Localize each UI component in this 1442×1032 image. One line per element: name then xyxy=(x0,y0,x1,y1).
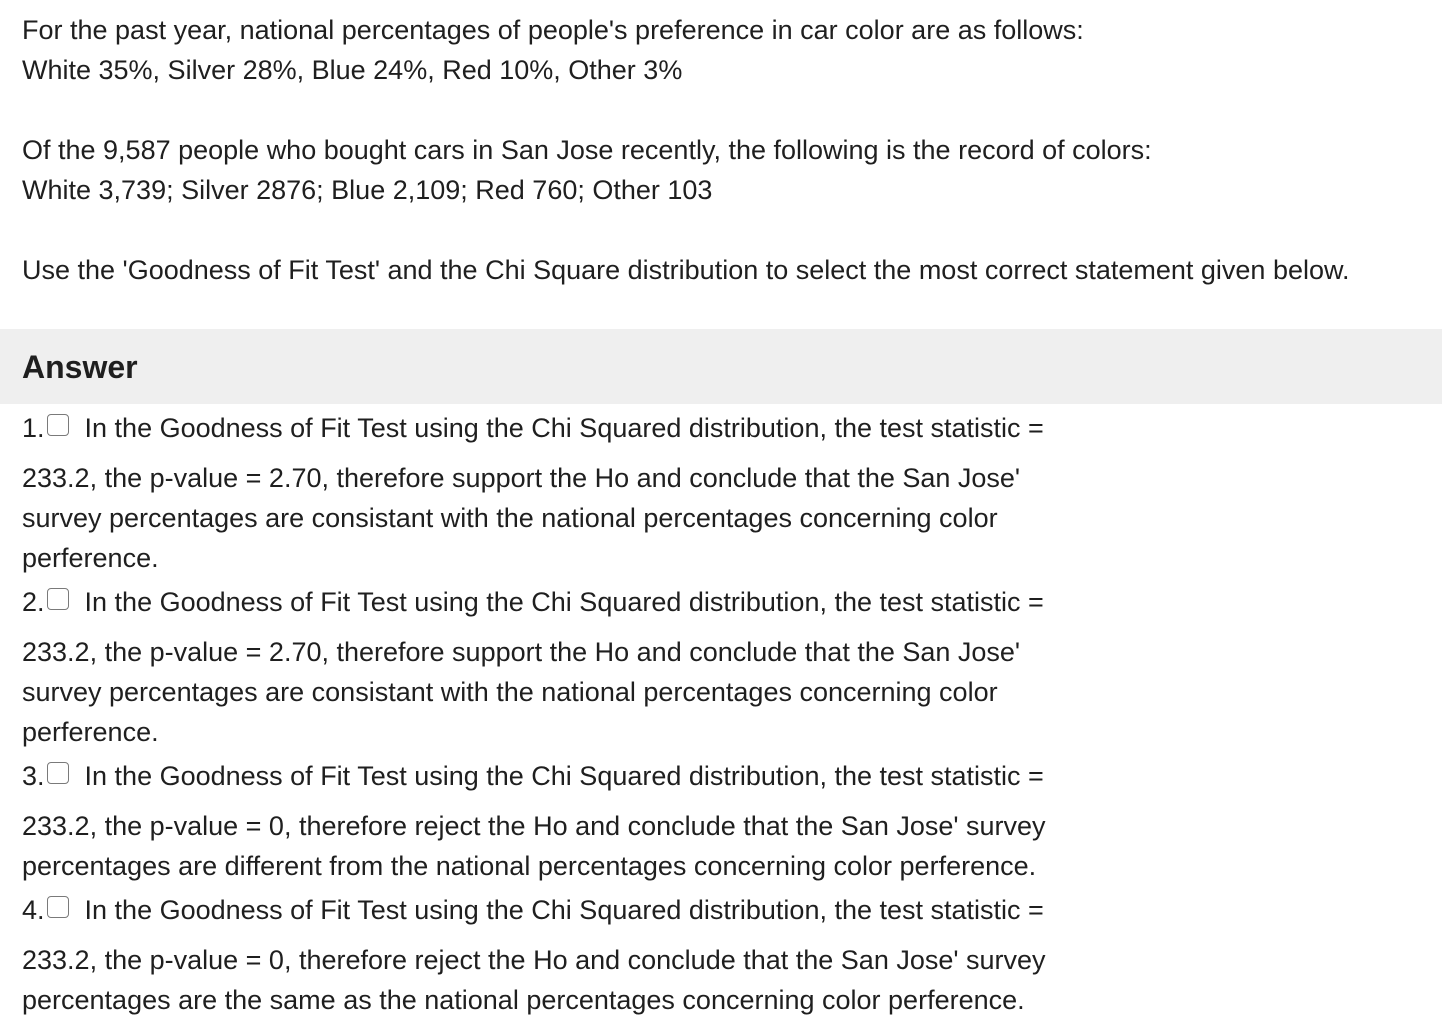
option-1-text-rest: 233.2, the p-value = 2.70, therefore support the Ho and conclude that the San Jose' survey percentages are consistant with the national percentages concerning color perference. xyxy=(22,463,1021,573)
answer-options-list xyxy=(22,408,1142,1020)
answer-heading: Answer xyxy=(22,349,138,385)
question-line-national-percentages: White 35%, Silver 28%, Blue 24%, Red 10%, Other 3% xyxy=(22,55,683,85)
option-4-checkbox[interactable] xyxy=(47,896,69,918)
option-number: 1. xyxy=(22,413,45,443)
option-number: 4. xyxy=(22,895,45,925)
answer-option-2[interactable] xyxy=(22,582,1142,752)
question-line-sanjose-counts: White 3,739; Silver 2876; Blue 2,109; Red 760; Other 103 xyxy=(22,175,713,205)
question-spacer xyxy=(22,210,1432,250)
option-number: 2. xyxy=(22,587,45,617)
option-4-text-first-line: In the Goodness of Fit Test using the Chi Squared distribution, the test statistic = xyxy=(84,895,1044,925)
option-2-text-rest: 233.2, the p-value = 2.70, therefore support the Ho and conclude that the San Jose' survey percentages are consistant with the national percentages concerning color perference. xyxy=(22,637,1021,747)
question-text xyxy=(22,10,1432,290)
option-3-text-first-line: In the Goodness of Fit Test using the Chi Squared distribution, the test statistic = xyxy=(84,761,1044,791)
question-line-sanjose-intro: Of the 9,587 people who bought cars in San Jose recently, the following is the record of colors: xyxy=(22,135,1152,165)
option-number: 3. xyxy=(22,761,45,791)
answer-option-4[interactable] xyxy=(22,890,1142,1020)
option-4-text-rest: 233.2, the p-value = 0, therefore reject the Ho and conclude that the San Jose' survey percentages are the same as the national percentages concerning color perference. xyxy=(22,945,1046,1015)
question-spacer xyxy=(22,90,1432,130)
option-3-text-rest: 233.2, the p-value = 0, therefore reject the Ho and conclude that the San Jose' survey percentages are different from the national percentages concerning color perference. xyxy=(22,811,1046,881)
option-2-text-first-line: In the Goodness of Fit Test using the Chi Squared distribution, the test statistic = xyxy=(84,587,1044,617)
answer-option-3[interactable] xyxy=(22,756,1142,886)
option-1-text-first-line: In the Goodness of Fit Test using the Chi Squared distribution, the test statistic = xyxy=(84,413,1044,443)
option-3-checkbox[interactable] xyxy=(47,762,69,784)
answer-header-bar xyxy=(0,329,1442,404)
answer-option-1[interactable] xyxy=(22,408,1142,578)
option-2-checkbox[interactable] xyxy=(47,588,69,610)
question-line-national-intro: For the past year, national percentages of people's preference in car color are as follows: xyxy=(22,15,1084,45)
question-line-instruction: Use the 'Goodness of Fit Test' and the Chi Square distribution to select the most correct statement given below. xyxy=(22,255,1350,285)
option-1-checkbox[interactable] xyxy=(47,414,69,436)
